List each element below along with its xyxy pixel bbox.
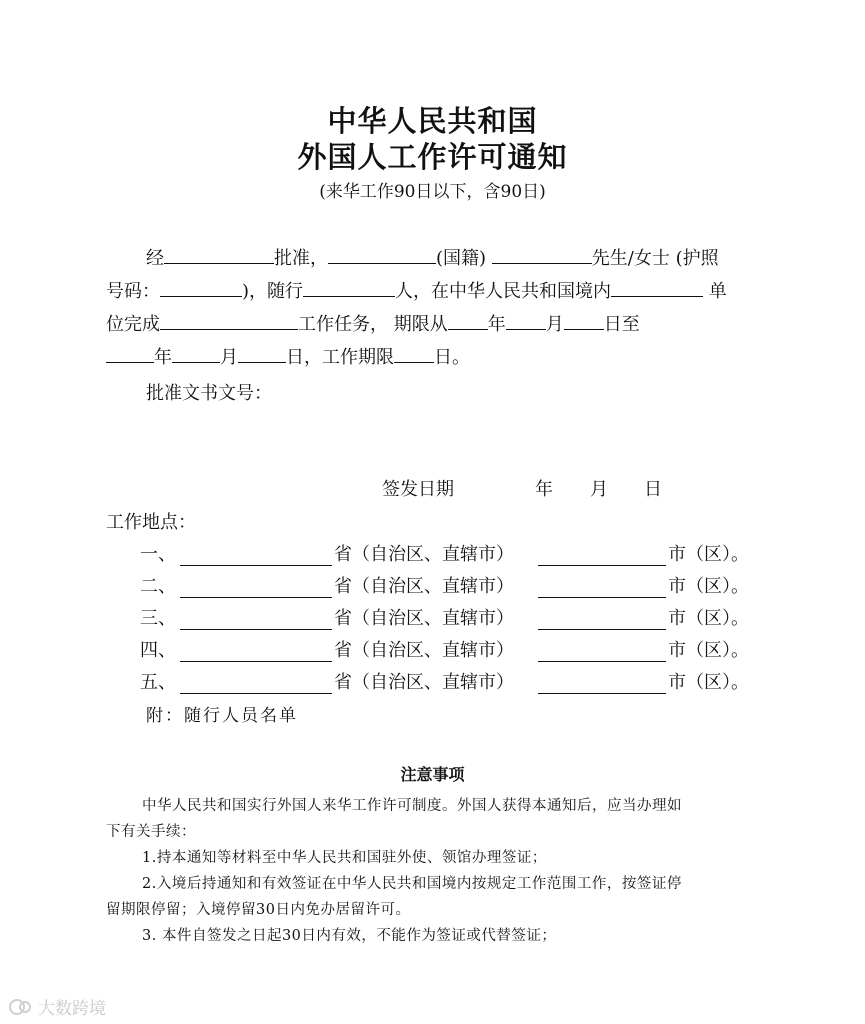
approver-blank: [164, 241, 274, 264]
province-blank: [180, 639, 332, 662]
text: 月: [545, 314, 564, 335]
start-year-blank: [448, 307, 488, 330]
brand-logo-icon: [8, 997, 34, 1017]
body-line-1: [146, 241, 719, 273]
sign-date-year: 年: [535, 479, 553, 500]
employer-blank: [611, 274, 703, 297]
title-line-2: 外国人工作许可通知: [297, 140, 568, 174]
workplace-row: [140, 573, 780, 601]
text: 年: [154, 347, 172, 368]
city-suffix: 市（区）。: [668, 576, 749, 597]
province-blank: [180, 671, 332, 694]
row-number: 四、: [140, 640, 176, 661]
sign-date-day: 日: [644, 479, 662, 500]
row-number: 二、: [140, 576, 176, 597]
watermark-text: 大数跨境: [38, 999, 106, 1019]
companions-blank: [303, 274, 395, 297]
sign-date-month: 月: [590, 479, 608, 500]
body-line-3: [106, 307, 640, 339]
text: 日至: [603, 314, 640, 335]
province-suffix: 省（自治区、直辖市）: [334, 608, 514, 629]
start-month-blank: [506, 307, 546, 330]
city-suffix: 市（区）。: [668, 544, 749, 565]
text: 年: [487, 314, 506, 335]
task-blank: [160, 307, 298, 330]
text: 单: [708, 281, 727, 302]
text: (国籍): [436, 248, 487, 269]
notice-item-2-cont: 留期限停留；入境停留30日内免办居留许可。: [106, 902, 411, 918]
text: 位完成: [106, 314, 160, 335]
end-month-blank: [172, 340, 220, 363]
workplace-row: [140, 541, 780, 569]
province-blank: [180, 543, 332, 566]
title-line-1: 中华人民共和国: [327, 104, 538, 138]
notice-paragraph-line: 下有关手续：: [106, 824, 196, 840]
text: 日。: [434, 347, 470, 368]
workplace-row: [140, 605, 780, 633]
row-number: 三、: [140, 608, 176, 629]
text: 号码：: [106, 281, 160, 302]
row-number: 五、: [140, 672, 176, 693]
subtitle: (来华工作90日以下，含90日): [319, 182, 546, 202]
text: 经: [146, 248, 164, 269]
province-suffix: 省（自治区、直辖市）: [334, 672, 514, 693]
sign-date-row: [0, 476, 865, 504]
city-blank: [538, 607, 666, 630]
body-line-2: [106, 274, 727, 306]
attachment-note: 附：随行人员名单: [146, 706, 298, 726]
end-year-blank: [106, 340, 154, 363]
city-suffix: 市（区）。: [668, 672, 749, 693]
text: 先生/女士 (护照: [591, 248, 719, 269]
text: 工作任务， 期限从: [298, 314, 448, 335]
province-blank: [180, 607, 332, 630]
notice-item-3: 3. 本件自签发之日起30日内有效，不能作为签证或代替签证；: [142, 928, 557, 944]
name-blank: [328, 241, 436, 264]
city-blank: [538, 671, 666, 694]
city-blank: [538, 575, 666, 598]
duration-blank: [394, 340, 434, 363]
text: )，随行: [242, 281, 304, 302]
passport-blank: [160, 274, 242, 297]
watermark: [8, 994, 106, 1019]
province-suffix: 省（自治区、直辖市）: [334, 544, 514, 565]
city-blank: [538, 639, 666, 662]
nationality-blank: [492, 241, 592, 264]
text: 日，工作期限: [286, 347, 394, 368]
notice-title: 注意事项: [400, 765, 465, 784]
row-number: 一、: [140, 544, 176, 565]
city-suffix: 市（区）。: [668, 608, 749, 629]
text: 批准，: [274, 248, 328, 269]
notice-item-2: 2.入境后持通知和有效签证在中华人民共和国境内按规定工作范围工作，按签证停: [142, 876, 682, 892]
city-blank: [538, 543, 666, 566]
approval-doc-number-label: 批准文书文号：: [146, 383, 272, 404]
start-day-blank: [564, 307, 604, 330]
workplace-label: 工作地点：: [106, 512, 196, 533]
province-blank: [180, 575, 332, 598]
workplace-row: [140, 637, 780, 665]
notice-item-1: 1.持本通知等材料至中华人民共和国驻外使、领馆办理签证；: [142, 850, 547, 866]
body-line-4: [106, 340, 470, 372]
city-suffix: 市（区）。: [668, 640, 749, 661]
end-day-blank: [238, 340, 286, 363]
workplace-row: [140, 669, 780, 697]
text: 月: [220, 347, 238, 368]
province-suffix: 省（自治区、直辖市）: [334, 576, 514, 597]
sign-date-label: 签发日期: [382, 479, 454, 500]
notice-paragraph-line: 中华人民共和国实行外国人来华工作许可制度。外国人获得本通知后，应当办理如: [142, 798, 682, 814]
text: 人，在中华人民共和国境内: [395, 281, 612, 302]
province-suffix: 省（自治区、直辖市）: [334, 640, 514, 661]
